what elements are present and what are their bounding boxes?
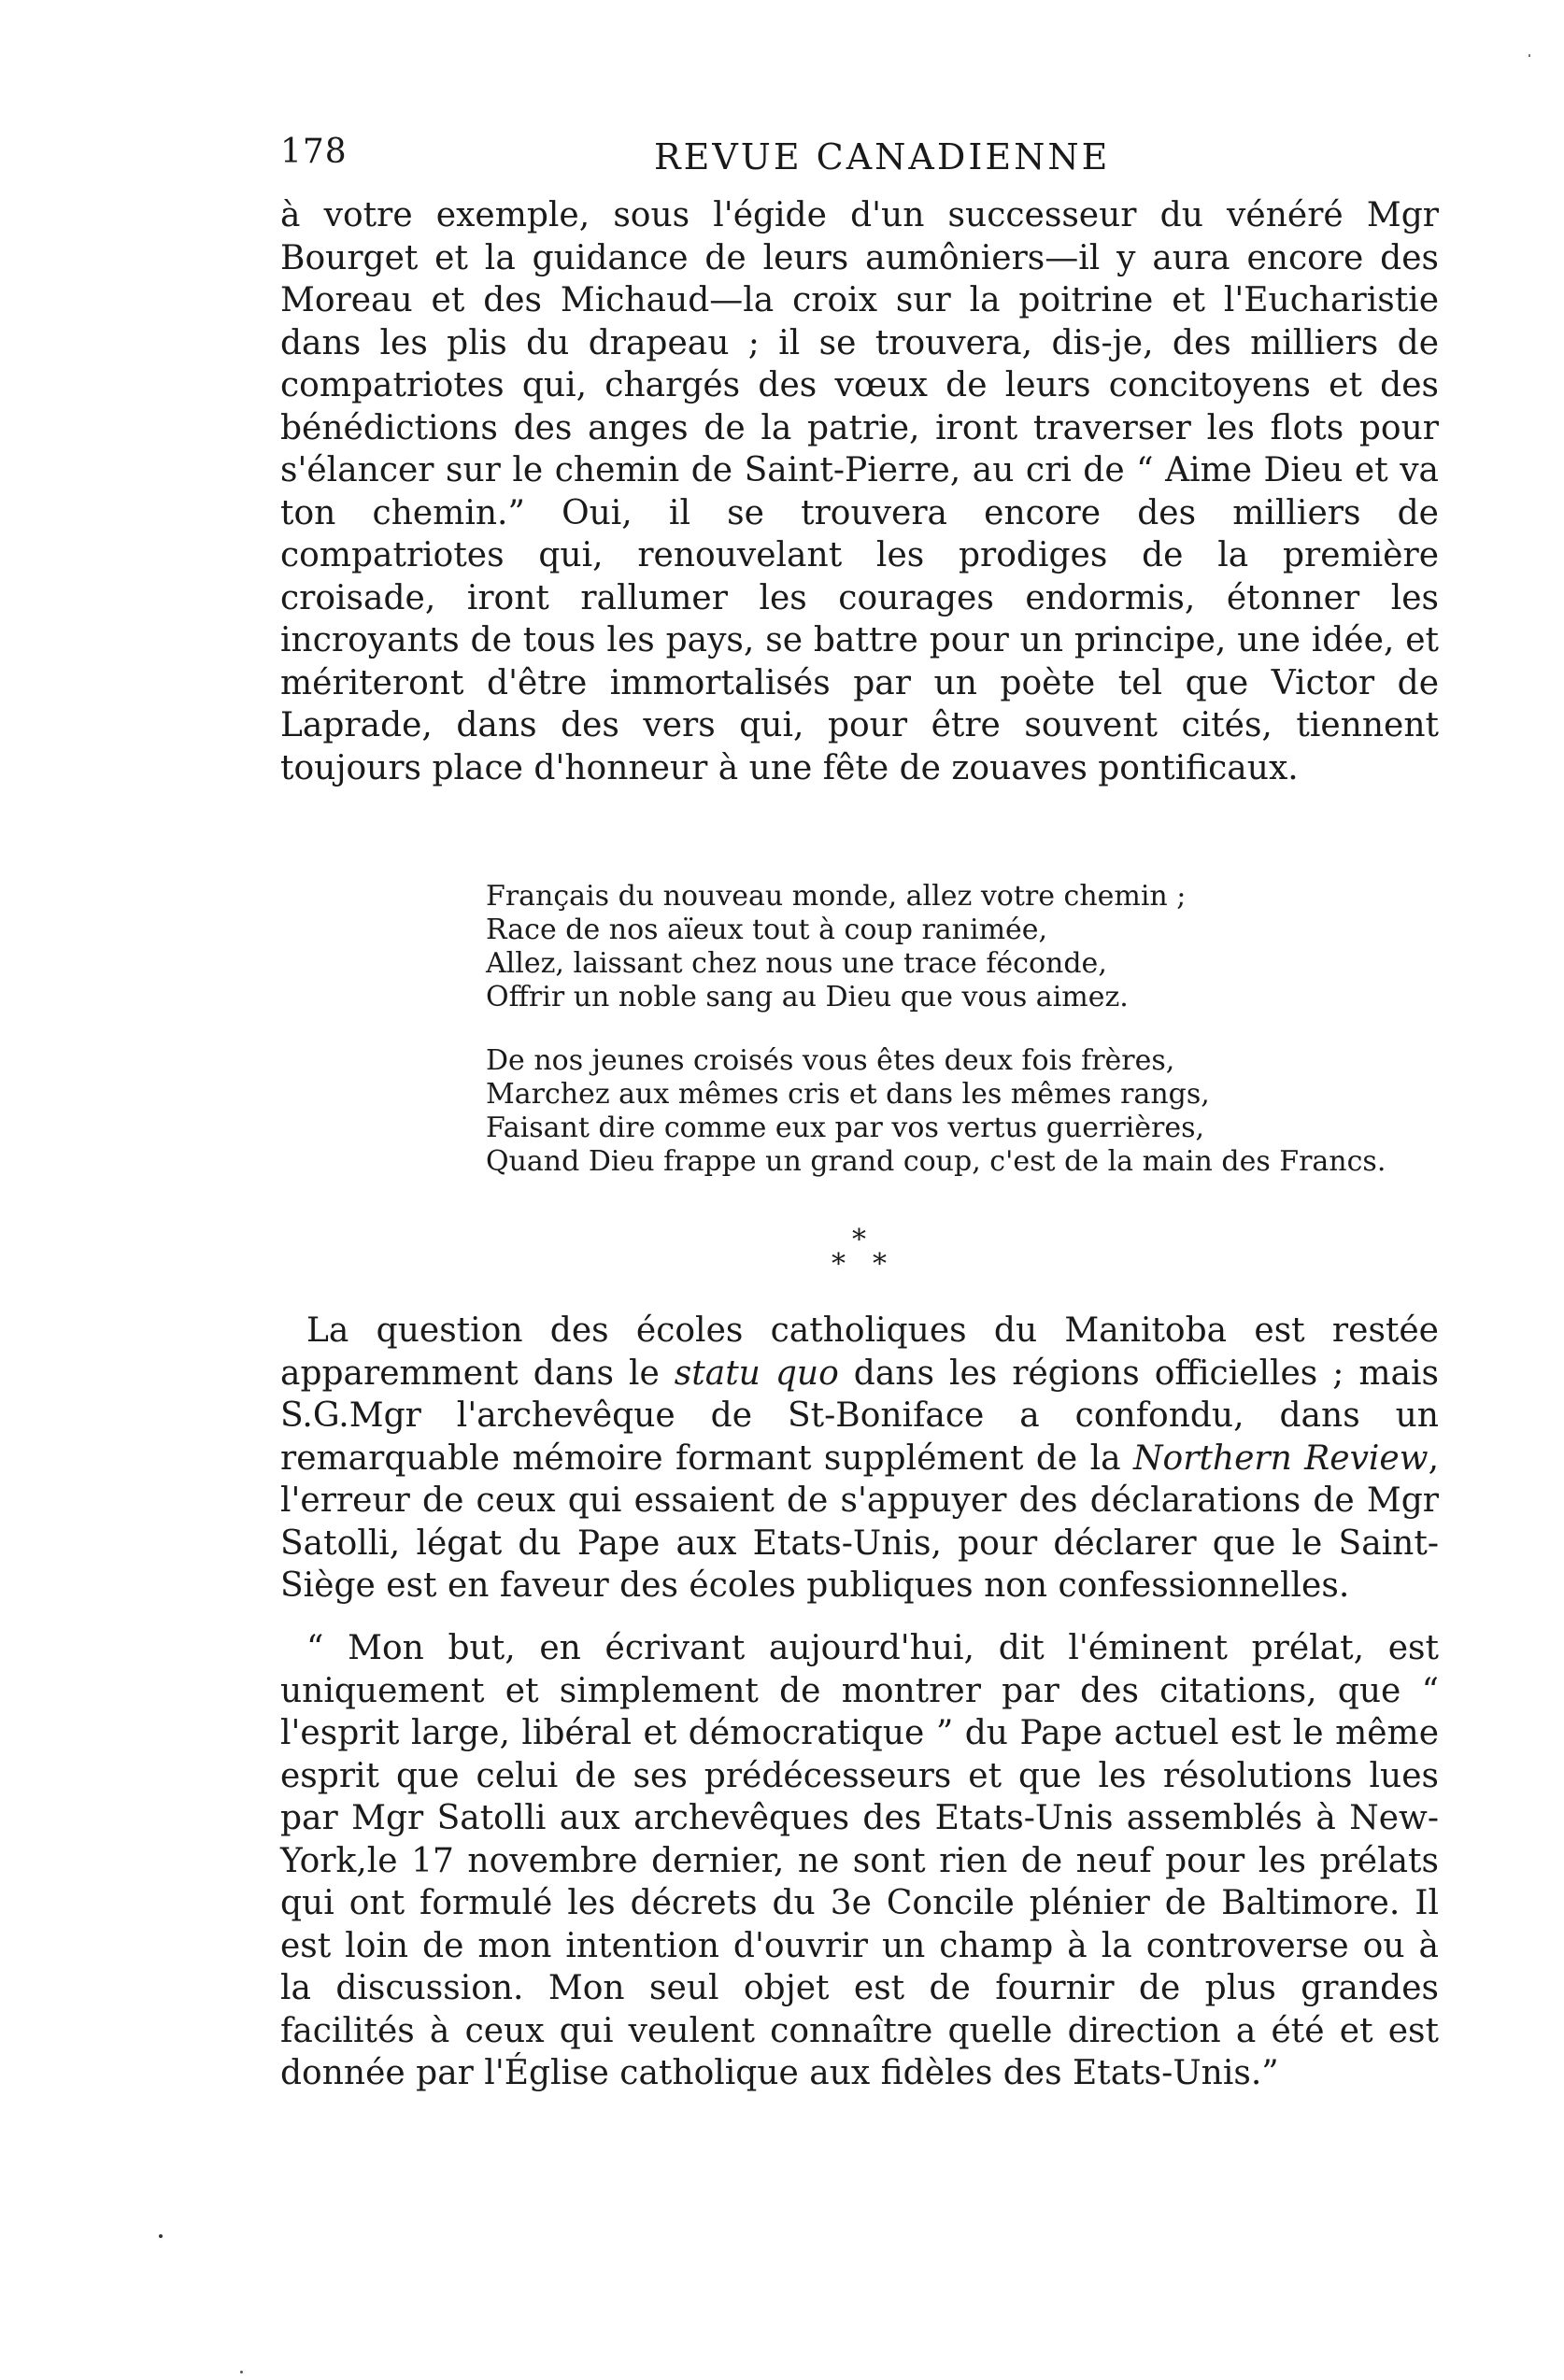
print-speck xyxy=(159,2234,163,2238)
verse-line: Faisant dire comme eux par vos vertus guerrières, xyxy=(486,1112,1205,1144)
running-head xyxy=(280,133,1439,179)
text-run: dans les régions officielles ; mais S.G.Mgr l'archevêque de St-Boniface a confondu, dans un remarquable mémoire formant supplément de la xyxy=(280,1353,1440,1478)
paragraph-quotation xyxy=(280,1627,1439,2095)
paragraph-text: “ Mon but, en écrivant aujourd'hui, dit l'éminent prélat, est uniquement et simplement de montrer par des citations, que “ l'esprit large, libéral et démocratique ” du Pape actuel est le même esprit que celui de ses prédécesseurs et que les résolutions lues par Mgr Satolli aux archevêques des Etats-Unis assemblés à New-York,le 17 novembre dernier, ne sont rien de neuf pour les prélats qui ont formulé les décrets du 3e Concile plénier de Baltimore. Il est loin de mon intention d'ouvrir un champ à la controverse ou à la discussion. Mon seul objet est de fournir de plus grandes facilités à ceux qui veulent connaître quelle direction a été et est donnée par l'Église catholique aux fidèles des Etats-Unis.” xyxy=(280,1629,1439,2092)
asterism-star: * xyxy=(852,1224,866,1256)
verse-line: Quand Dieu frappe un grand coup, c'est de la main des Francs. xyxy=(486,1145,1386,1178)
verse-line: De nos jeunes croisés vous êtes deux fois frères, xyxy=(486,1044,1175,1077)
paragraph-continued xyxy=(280,194,1439,789)
verse-line: Français du nouveau monde, allez votre chemin ; xyxy=(486,880,1187,913)
text-run: , l'erreur de ceux qui essaient de s'appuyer des déclarations de Mgr Satolli, légat du Pape aux Etats-Unis, pour déclarer que le Saint-Siège est en faveur des écoles publiques non confessionnelles. xyxy=(280,1438,1440,1605)
verse-line: Allez, laissant chez nous une trace féconde, xyxy=(486,947,1107,980)
paragraph-text: à votre exemple, sous l'égide d'un successeur du vénéré Mgr Bourget et la guidance de leurs aumôniers—il y aura encore des Moreau et des Michaud—la croix sur la poitrine et l'Eucharistie dans les plis du drapeau ; il se trouvera, dis-je, des milliers de compatriotes qui, chargés des vœux de leurs concitoyens et des bénédictions des anges de la patrie, iront traverser les flots pour s'élancer sur le chemin de Saint-Pierre, au cri de “ Aime Dieu et va ton chemin.” Oui, il se trouvera encore des milliers de compatriotes qui, renouvelant les prodiges de la première croisade, iront rallumer les courages endormis, étonner les incroyants de tous les pays, se battre pour un principe, une idée, et mériteront d'être immortalisés par un poète tel que Victor de Laprade, dans des vers qui, pour être souvent cités, tiennent toujours place d'honneur à une fête de zouaves pontificaux. xyxy=(280,196,1439,787)
verse-stanza-2 xyxy=(486,1044,1439,1179)
section-break-asterism xyxy=(803,1224,916,1289)
print-speck xyxy=(1528,54,1530,57)
asterism-star: * xyxy=(873,1248,887,1281)
text-run: La question des écoles catholiques du Manitoba est restée apparemment dans le xyxy=(280,1311,1439,1393)
journal-title: REVUE CANADIENNE xyxy=(654,136,1111,177)
verse-line: Offrir un noble sang au Dieu que vous aimez. xyxy=(486,981,1129,1013)
verse-line: Marchez aux mêmes cris et dans les mêmes rangs, xyxy=(486,1078,1210,1111)
print-speck xyxy=(240,2371,243,2373)
paragraph-manitoba-schools xyxy=(280,1310,1439,1608)
verse-line: Race de nos aïeux tout à coup ranimée, xyxy=(486,914,1048,946)
asterism-star: * xyxy=(832,1248,846,1281)
italic-title: Northern Review xyxy=(1133,1438,1429,1478)
verse-stanza-1 xyxy=(486,880,1439,1014)
italic-term: statu quo xyxy=(674,1353,839,1393)
page-number: 178 xyxy=(280,133,348,171)
paragraph-text xyxy=(280,1310,1439,1608)
